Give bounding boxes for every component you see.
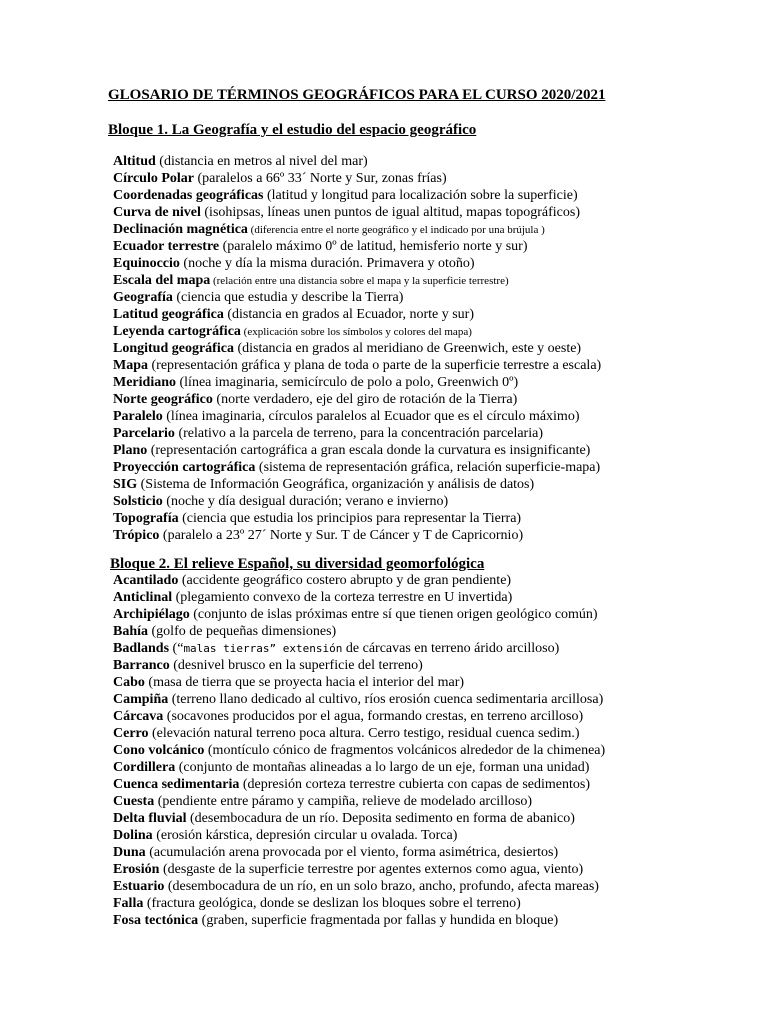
glossary-entry [113, 340, 601, 357]
glossary-term: Declinación magnética [113, 222, 248, 237]
glossary-definition: (graben, superficie fragmentada por fallas y hundida en bloque) [198, 913, 559, 928]
glossary-entry [113, 153, 601, 170]
glossary-term: Longitud geográfica [113, 341, 234, 356]
glossary-entry [113, 606, 605, 623]
glossary-definition: (conjunto de islas próximas entre sí que tienen origen geológico común) [189, 607, 598, 622]
glossary-definition: (“ [169, 641, 184, 656]
glossary-entry [113, 476, 601, 493]
glossary-entry [113, 289, 601, 306]
glossary-definition: (distancia en grados al meridiano de Greenwich, este y oeste) [233, 341, 582, 356]
glossary-term: Parcelario [113, 426, 175, 441]
glossary-entry [113, 623, 605, 640]
glossary-entry [113, 844, 605, 861]
glossary-entry [113, 589, 605, 606]
glossary-entry [113, 572, 605, 589]
glossary-definition: (plegamiento convexo de la corteza terrestre en U invertida) [172, 590, 513, 605]
glossary-entry [113, 408, 601, 425]
glossary-entry [113, 742, 605, 759]
glossary-definition: (masa de tierra que se proyecta hacia el interior del mar) [144, 675, 465, 690]
glossary-definition: (sistema de representación gráfica, relación superficie-mapa) [255, 460, 601, 475]
glossary-term: Badlands [113, 641, 170, 656]
glossary-definition: (paralelo máximo 0º de latitud, hemisferio norte y sur) [219, 239, 528, 254]
glossary-term: Ecuador terrestre [113, 239, 220, 254]
glossary-term: Latitud geográfica [113, 307, 224, 322]
glossary-definition: (desembocadura de un río, en un solo brazo, ancho, profundo, afecta mareas) [164, 879, 599, 894]
glossary-entry [113, 759, 605, 776]
glossary-list-bloque-1 [113, 153, 601, 544]
glossary-term: Falla [113, 896, 144, 911]
glossary-definition: (latitud y longitud para localización sobre la superficie) [263, 188, 578, 203]
glossary-entry [113, 657, 605, 674]
glossary-definition: (golfo de pequeñas dimensiones) [148, 624, 337, 639]
glossary-definition: (relación entre una distancia sobre el mapa y la superficie terrestre) [210, 275, 509, 287]
glossary-definition: (desnivel brusco en la superficie del terreno) [169, 658, 423, 673]
glossary-definition: (representación gráfica y plana de toda o parte de la superficie terrestre a escala) [148, 358, 602, 373]
glossary-term: SIG [113, 477, 138, 492]
glossary-entry [113, 306, 601, 323]
glossary-list-bloque-2 [113, 572, 605, 929]
glossary-term: Equinoccio [113, 256, 180, 271]
section-heading-bloque-2: Bloque 2. El relieve Español, su diversidad geomorfológica [110, 556, 485, 572]
glossary-definition: (explicación sobre los símbolos y colores del mapa) [240, 326, 472, 338]
glossary-entry [113, 510, 601, 527]
glossary-term: Cono volcánico [113, 743, 205, 758]
glossary-term: Cerro [113, 726, 149, 741]
glossary-entry [113, 527, 601, 544]
glossary-definition: (norte verdadero, eje del giro de rotación de la Tierra) [212, 392, 518, 407]
glossary-entry [113, 272, 601, 289]
glossary-term: Coordenadas geográficas [113, 188, 264, 203]
glossary-entry [113, 170, 601, 187]
glossary-term: Fosa tectónica [113, 913, 199, 928]
glossary-definition: (diferencia entre el norte geográfico y el indicado por una brújula ) [247, 224, 545, 236]
document-title: GLOSARIO DE TÉRMINOS GEOGRÁFICOS PARA EL CURSO 2020/2021 [108, 87, 606, 103]
glossary-term: Duna [113, 845, 146, 860]
glossary-term: Plano [113, 443, 148, 458]
glossary-definition: (relativo a la parcela de terreno, para la concentración parcelaria) [174, 426, 543, 441]
glossary-definition: (noche y día la misma duración. Primavera y otoño) [179, 256, 475, 271]
glossary-term: Escala del mapa [113, 273, 211, 288]
glossary-definition: (accidente geográfico costero abrupto y de gran pendiente) [178, 573, 512, 588]
glossary-entry [113, 425, 601, 442]
glossary-definition: (distancia en grados al Ecuador, norte y sur) [223, 307, 475, 322]
glossary-term: Anticlinal [113, 590, 173, 605]
glossary-definition-mono [183, 641, 342, 656]
glossary-term: Topografía [113, 511, 179, 526]
glossary-definition: (Sistema de Información Geográfica, organización y análisis de datos) [137, 477, 535, 492]
glossary-entry [113, 238, 601, 255]
glossary-entry [113, 861, 605, 878]
glossary-term: Campiña [113, 692, 169, 707]
glossary-term: Curva de nivel [113, 205, 201, 220]
glossary-definition: (noche y día desigual duración; verano e invierno) [162, 494, 449, 509]
glossary-definition-mono-text: malas tierras” extensión [183, 642, 343, 655]
glossary-definition: (desembocadura de un río. Deposita sedimento en forma de abanico) [186, 811, 575, 826]
glossary-entry [113, 391, 601, 408]
glossary-term: Meridiano [113, 375, 176, 390]
glossary-term: Geografía [113, 290, 173, 305]
glossary-entry [113, 827, 605, 844]
glossary-definition: (isohipsas, líneas unen puntos de igual altitud, mapas topográficos) [200, 205, 580, 220]
glossary-entry [113, 357, 601, 374]
glossary-entry [113, 442, 601, 459]
glossary-entry [113, 640, 605, 657]
glossary-term: Cárcava [113, 709, 164, 724]
glossary-term: Dolina [113, 828, 153, 843]
glossary-definition: (pendiente entre páramo y campiña, relieve de modelado arcilloso) [154, 794, 533, 809]
glossary-definition: (fractura geológica, donde se deslizan los bloques sobre el terreno) [143, 896, 521, 911]
glossary-entry [113, 255, 601, 272]
glossary-term: Cuesta [113, 794, 155, 809]
glossary-definition: (ciencia que estudia los principios para representar la Tierra) [178, 511, 522, 526]
glossary-entry [113, 459, 601, 476]
glossary-entry [113, 912, 605, 929]
glossary-definition-continued: de cárcavas en terreno árido arcilloso) [342, 641, 560, 656]
glossary-definition: (representación cartográfica a gran escala donde la curvatura es insignificante) [147, 443, 591, 458]
glossary-definition: (línea imaginaria, semicírculo de polo a polo, Greenwich 0º) [176, 375, 519, 390]
glossary-term: Delta fluvial [113, 811, 187, 826]
glossary-entry [113, 204, 601, 221]
glossary-entry [113, 493, 601, 510]
glossary-term: Trópico [113, 528, 160, 543]
glossary-definition: (desgaste de la superficie terrestre por agentes externos como agua, viento) [159, 862, 584, 877]
glossary-definition: (erosión kárstica, depresión circular u ovalada. Torca) [152, 828, 458, 843]
glossary-term: Círculo Polar [113, 171, 195, 186]
glossary-term: Leyenda cartográfica [113, 324, 241, 339]
glossary-term: Cuenca sedimentaria [113, 777, 240, 792]
glossary-entry [113, 187, 601, 204]
glossary-term: Cabo [113, 675, 145, 690]
glossary-term: Paralelo [113, 409, 163, 424]
glossary-definition: (distancia en metros al nivel del mar) [155, 154, 368, 169]
glossary-entry [113, 810, 605, 827]
glossary-term: Estuario [113, 879, 165, 894]
glossary-term: Proyección cartográfica [113, 460, 256, 475]
glossary-term: Barranco [113, 658, 170, 673]
glossary-definition: (ciencia que estudia y describe la Tierra) [172, 290, 404, 305]
glossary-entry [113, 878, 605, 895]
glossary-entry [113, 674, 605, 691]
glossary-entry [113, 691, 605, 708]
glossary-definition: (paralelos a 66º 33´ Norte y Sur, zonas frías) [194, 171, 447, 186]
glossary-term: Erosión [113, 862, 160, 877]
glossary-term: Archipiélago [113, 607, 190, 622]
glossary-definition: (elevación natural terreno poca altura. Cerro testigo, residual cuenca sedim.) [148, 726, 580, 741]
glossary-definition: (paralelo a 23º 27´ Norte y Sur. T de Cáncer y T de Capricornio) [159, 528, 524, 543]
glossary-entry [113, 221, 601, 238]
glossary-entry [113, 776, 605, 793]
glossary-entry [113, 708, 605, 725]
glossary-entry [113, 374, 601, 391]
glossary-term: Bahía [113, 624, 149, 639]
glossary-definition: (montículo cónico de fragmentos volcánicos alrededor de la chimenea) [204, 743, 606, 758]
glossary-definition: (acumulación arena provocada por el viento, forma asimétrica, desiertos) [145, 845, 559, 860]
glossary-entry [113, 895, 605, 912]
glossary-term: Norte geográfico [113, 392, 213, 407]
glossary-term: Altitud [113, 154, 156, 169]
glossary-entry [113, 725, 605, 742]
glossary-definition: (línea imaginaria, círculos paralelos al Ecuador que es el círculo máximo) [162, 409, 580, 424]
glossary-definition: (conjunto de montañas alineadas a lo largo de un eje, forman una unidad) [175, 760, 590, 775]
glossary-definition: (terreno llano dedicado al cultivo, ríos erosión cuenca sedimentaria arcillosa) [168, 692, 604, 707]
glossary-term: Acantilado [113, 573, 179, 588]
glossary-entry [113, 793, 605, 810]
glossary-definition: (socavones producidos por el agua, formando crestas, en terreno arcilloso) [163, 709, 584, 724]
glossary-term: Cordillera [113, 760, 176, 775]
glossary-entry [113, 323, 601, 340]
glossary-definition: (depresión corteza terrestre cubierta con capas de sedimentos) [239, 777, 590, 792]
glossary-term: Solsticio [113, 494, 163, 509]
section-heading-bloque-1: Bloque 1. La Geografía y el estudio del espacio geográfico [108, 122, 477, 138]
glossary-term: Mapa [113, 358, 148, 373]
